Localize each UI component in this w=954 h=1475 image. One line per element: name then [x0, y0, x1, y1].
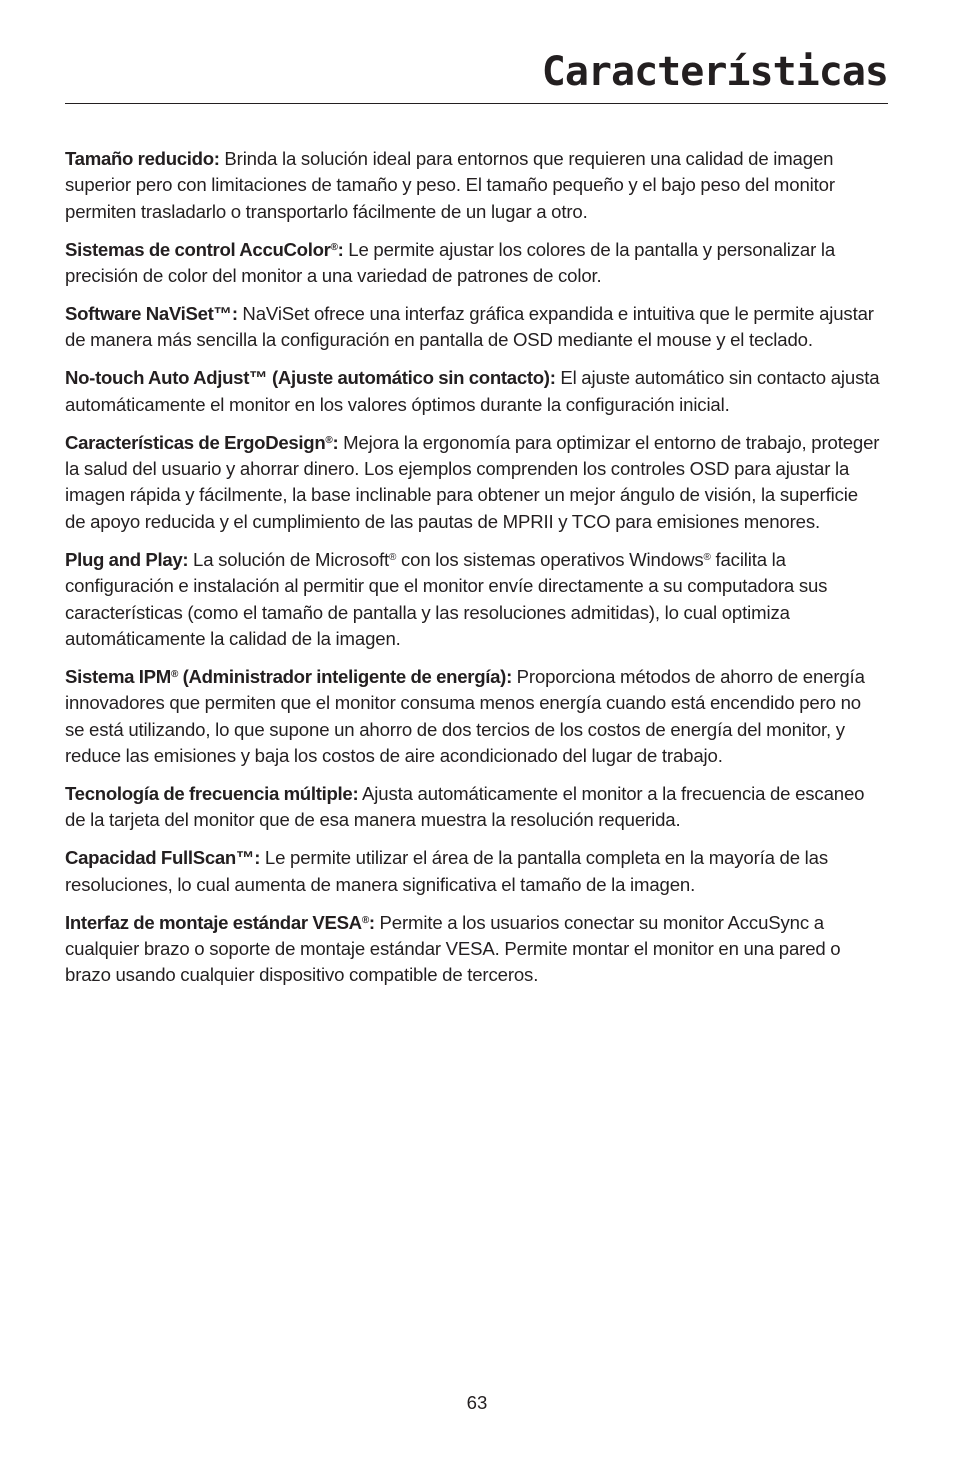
feature-item	[65, 146, 881, 225]
feature-label: Características de ErgoDesign®:	[65, 431, 339, 453]
feature-description: Le permite utilizar el área de la pantalla completa en la mayoría de las resoluciones, lo cual aumenta de manera significativa el tamaño de la imagen.	[65, 847, 828, 895]
feature-item	[65, 430, 881, 536]
feature-label: Tecnología de frecuencia múltiple:	[65, 783, 359, 805]
feature-label: Plug and Play:	[65, 548, 189, 570]
page-title: Características	[541, 49, 888, 95]
feature-list	[65, 146, 881, 1000]
feature-label: Sistemas de control AccuColor®:	[65, 238, 344, 260]
page-number: 63	[466, 1392, 488, 1413]
feature-description: Permite a los usuarios conectar su monitor AccuSync a cualquier brazo o soporte de montaje estándar VESA. Permite montar el monitor en una pared o brazo usando cualquier dispositivo compatible de terceros.	[65, 911, 841, 986]
feature-description: Ajusta automáticamente el monitor a la frecuencia de escaneo de la tarjeta del monitor que de esa manera muestra la resolución requerida.	[65, 783, 865, 831]
feature-label: Software NaViSet™:	[65, 303, 238, 325]
feature-item	[65, 664, 881, 770]
feature-description: El ajuste automático sin contacto ajusta automáticamente el monitor en los valores óptimos durante la configuración inicial.	[65, 367, 880, 415]
feature-description: Mejora la ergonomía para optimizar el entorno de trabajo, proteger la salud del usuario y ahorrar dinero. Los ejemplos comprenden los controles OSD para ajustar la imagen rápida y fácilmente, la base inclinable para obtener un mejor ángulo de visión, la superficie de apoyo reducida y el cumplimiento de las pautas de MPRII y TCO para emisiones menores.	[65, 431, 880, 532]
feature-item	[65, 365, 881, 418]
feature-description: La solución de Microsoft® con los sistemas operativos Windows® facilita la configuración e instalación al permitir que el monitor envíe directamente a su computadora sus características (como el tamaño de pantalla y las resoluciones admitidas), lo cual optimiza automáticamente la calidad de la imagen.	[65, 548, 828, 649]
feature-label: Capacidad FullScan™:	[65, 847, 261, 869]
feature-item	[65, 237, 881, 290]
feature-label: Interfaz de montaje estándar VESA®:	[65, 911, 375, 933]
feature-description: Brinda la solución ideal para entornos que requieren una calidad de imagen superior pero con limitaciones de tamaño y peso. El tamaño pequeño y el bajo peso del monitor permiten trasladarlo o transportarlo fácilmente de un lugar a otro.	[65, 148, 835, 222]
feature-label: No-touch Auto Adjust™ (Ajuste automático sin contacto):	[65, 367, 556, 389]
feature-label: Sistema IPM® (Administrador inteligente de energía):	[65, 665, 512, 687]
feature-item	[65, 781, 881, 834]
feature-description: Proporciona métodos de ahorro de energía innovadores que permiten que el monitor consuma menos energía cuando está encendido pero no se está utilizando, lo que supone un ahorro de dos tercios de los costos de energía del monitor, y reduce las emisiones y baja los costos de aire acondicionado del lugar de trabajo.	[65, 665, 865, 767]
feature-item	[65, 301, 881, 354]
title-divider	[65, 103, 888, 104]
feature-item	[65, 845, 881, 898]
feature-description: NaViSet ofrece una interfaz gráfica expandida e intuitiva que le permite ajustar de manera más sencilla la configuración en pantalla de OSD mediante el mouse y el teclado.	[65, 303, 874, 351]
feature-label: Tamaño reducido:	[65, 148, 220, 169]
feature-item	[65, 910, 881, 989]
feature-description: Le permite ajustar los colores de la pantalla y personalizar la precisión de color del monitor a una variedad de patrones de color.	[65, 238, 836, 287]
feature-item	[65, 547, 881, 653]
